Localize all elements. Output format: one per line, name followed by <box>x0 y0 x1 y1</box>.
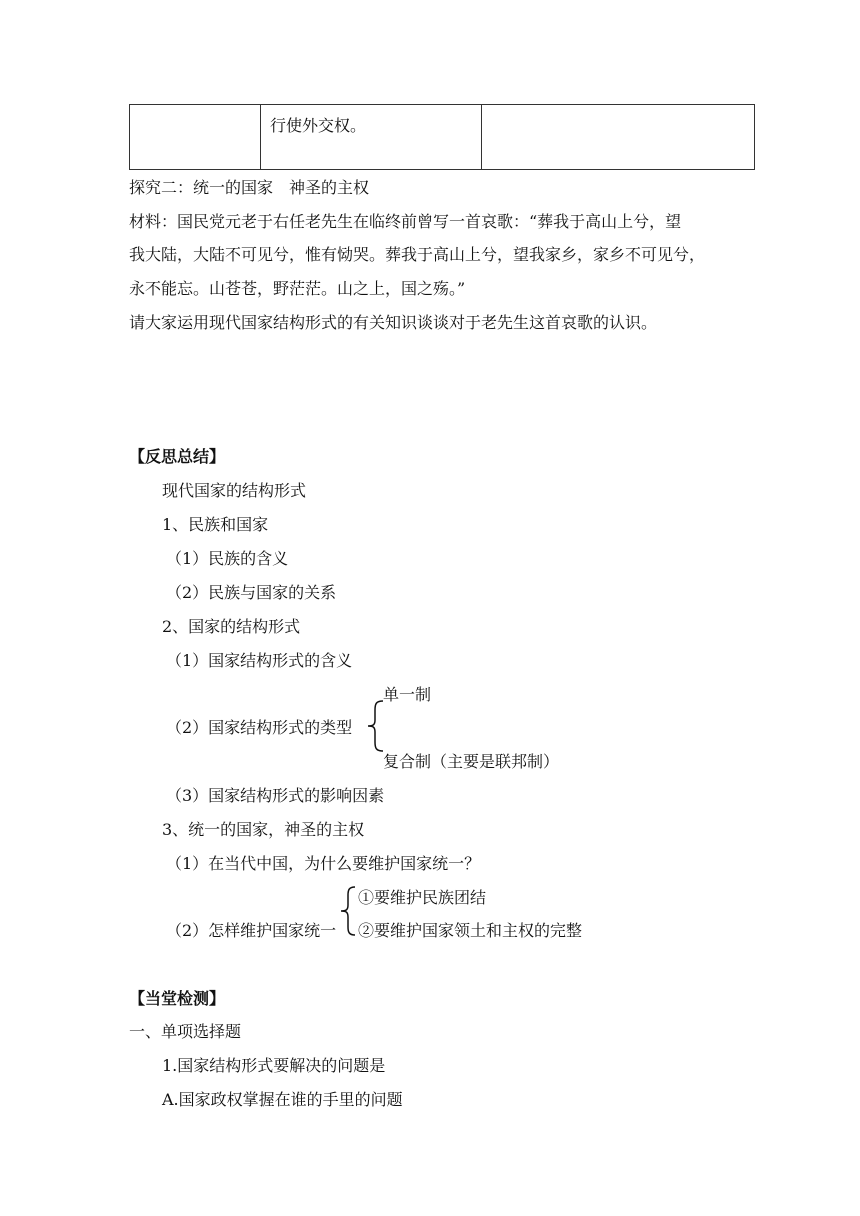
how-item-1: ①要维护民族团结 <box>358 888 487 907</box>
material-line-3: 永不能忘。山苍苍，野茫茫。山之上，国之殇。” <box>129 279 466 298</box>
reflection-item: 现代国家的结构形式 <box>162 481 307 500</box>
check-option-a: A.国家政权掌握在谁的手里的问题 <box>162 1090 403 1109</box>
reflection-item: （2）民族与国家的关系 <box>166 583 337 602</box>
types-label: （2）国家结构形式的类型 <box>166 718 353 737</box>
type-compound: 复合制（主要是联邦制） <box>383 752 560 771</box>
explore2-question: 请大家运用现代国家结构形式的有关知识谈谈对于老先生这首哀歌的认识。 <box>129 313 658 332</box>
table-cell-2: 行使外交权。 <box>261 105 482 170</box>
how-label: （2）怎样维护国家统一 <box>166 921 337 940</box>
reflection-item: （1）民族的含义 <box>166 549 289 568</box>
brace-icon <box>340 886 358 936</box>
type-unitary: 单一制 <box>383 685 432 704</box>
check-question: 1.国家结构形式要解决的问题是 <box>162 1056 386 1075</box>
material-line-1: 材料：国民党元老于右任老先生在临终前曾写一首哀歌：“葬我于高山上兮，望 <box>129 212 682 231</box>
brace-icon <box>366 700 386 752</box>
table-row <box>130 105 755 170</box>
reflection-item: （3）国家结构形式的影响因素 <box>166 786 385 805</box>
table-cell-3 <box>482 105 755 170</box>
reflection-item: （1）国家结构形式的含义 <box>166 651 353 670</box>
reflection-item: 2、国家的结构形式 <box>162 617 301 636</box>
reflection-item: （1）在当代中国，为什么要维护国家统一？ <box>166 854 481 873</box>
check-heading: 【当堂检测】 <box>129 989 226 1008</box>
check-section: 一、单项选择题 <box>129 1022 242 1041</box>
reflection-heading: 【反思总结】 <box>129 447 226 466</box>
material-line-2: 我大陆，大陆不可见兮，惟有恸哭。葬我于高山上兮，望我家乡，家乡不可见兮， <box>129 245 706 264</box>
continuation-table <box>129 104 755 170</box>
how-item-2: ②要维护国家领土和主权的完整 <box>358 921 583 940</box>
table-cell-1 <box>130 105 261 170</box>
reflection-item: 3、统一的国家，神圣的主权 <box>162 820 365 839</box>
reflection-item: 1、民族和国家 <box>162 515 269 534</box>
explore2-title: 探究二：统一的国家 神圣的主权 <box>129 178 370 197</box>
